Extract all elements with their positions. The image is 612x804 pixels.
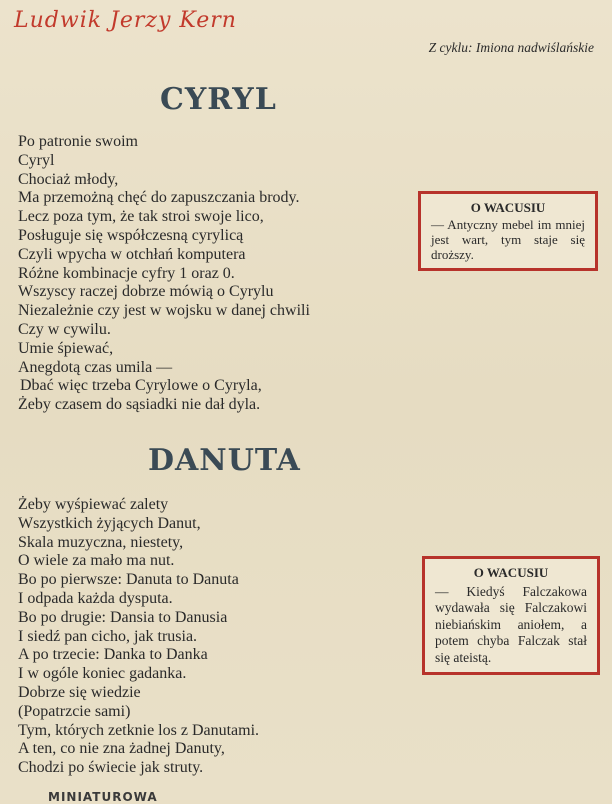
box-text: — Kiedyś Falczakowa wydawała się Falczakowi niebiańskim aniołem, a potem chyba Falczak stał się ateistą. [435, 583, 587, 665]
poem-line: I siedź pan cicho, jak trusia. [18, 627, 198, 645]
poem-title-danuta: DANUTA [148, 443, 301, 478]
cycle-subtitle: Z cyklu: Imiona nadwiślańskie [428, 40, 594, 55]
poem-line: Umie śpiewać, [18, 339, 114, 357]
poem-line: Wszystkich żyjących Danut, [18, 514, 201, 532]
poem-line: Żeby wyśpiewać zalety [18, 496, 169, 513]
box-title: O WACUSIU [473, 565, 549, 580]
poem-line: A ten, co nie zna żadnej Danuty, [18, 740, 225, 758]
poem-line: Cyryl [18, 151, 55, 169]
box-text: — Antyczny mebel im mniej jest wart, tym staje się droższy. [431, 217, 585, 262]
poem-danuta [18, 496, 259, 778]
poem-line: A po trzecie: Danka to Danka [18, 646, 208, 664]
poem-line: Lecz poza tym, że tak stroi swoje lico, [18, 208, 264, 226]
poem-line: Ma przemożną chęć do zapuszczania brody. [18, 189, 300, 207]
poem-line: Po patronie swoim [18, 133, 138, 150]
poem-line: Tym, których zetknie los z Danutami. [18, 721, 260, 739]
poem-line: Bo po drugie: Dansia to Danusia [18, 608, 228, 626]
poem-line: Czyli wpycha w otchłań komputera [18, 245, 246, 263]
poem-line: Bo po pierwsze: Danuta to Danuta [18, 571, 239, 589]
poem-cyryl [18, 133, 310, 415]
poem-line: Niezależnie czy jest w wojsku w danej chwili [18, 302, 310, 320]
poem-line: Anegdotą czas umila — [18, 358, 173, 376]
poem-line: Dbać więc trzeba Cyrylowe o Cyryla, [20, 377, 262, 395]
poem-line: Żeby czasem do sąsiadki nie dał dyla. [18, 396, 261, 414]
poem-line: Różne kombinacje cyfry 1 oraz 0. [18, 264, 235, 282]
author-signature: Ludwik Jerzy Kern [14, 8, 237, 33]
poem-line: Skala muzyczna, niestety, [18, 533, 184, 551]
poem-line: Dobrze się wiedzie [18, 683, 141, 701]
poem-line: Chociaż młody, [18, 170, 119, 188]
poem-line: Wszyscy raczej dobrze mówią o Cyrylu [18, 283, 274, 301]
footer-heading: MINIATUROWA [48, 790, 158, 804]
poem-line: (Popatrzcie sami) [18, 702, 131, 720]
poem-line: I odpada każda dysputa. [18, 589, 173, 607]
poem-line: I w ogóle koniec gadanka. [18, 665, 187, 683]
poem-line: O wiele za mało ma nut. [18, 552, 175, 570]
poem-line: Posługuje się współczesną cyrylicą [18, 226, 244, 244]
poem-title-cyryl: CYRYL [160, 82, 277, 117]
poem-line: Chodzi po świecie jak struty. [18, 759, 204, 777]
box-title: O WACUSIU [470, 200, 546, 215]
sidebar-box-wacusiu-2 [422, 556, 600, 675]
poem-line: Czy w cywilu. [18, 320, 111, 338]
sidebar-box-wacusiu-1 [418, 191, 598, 271]
